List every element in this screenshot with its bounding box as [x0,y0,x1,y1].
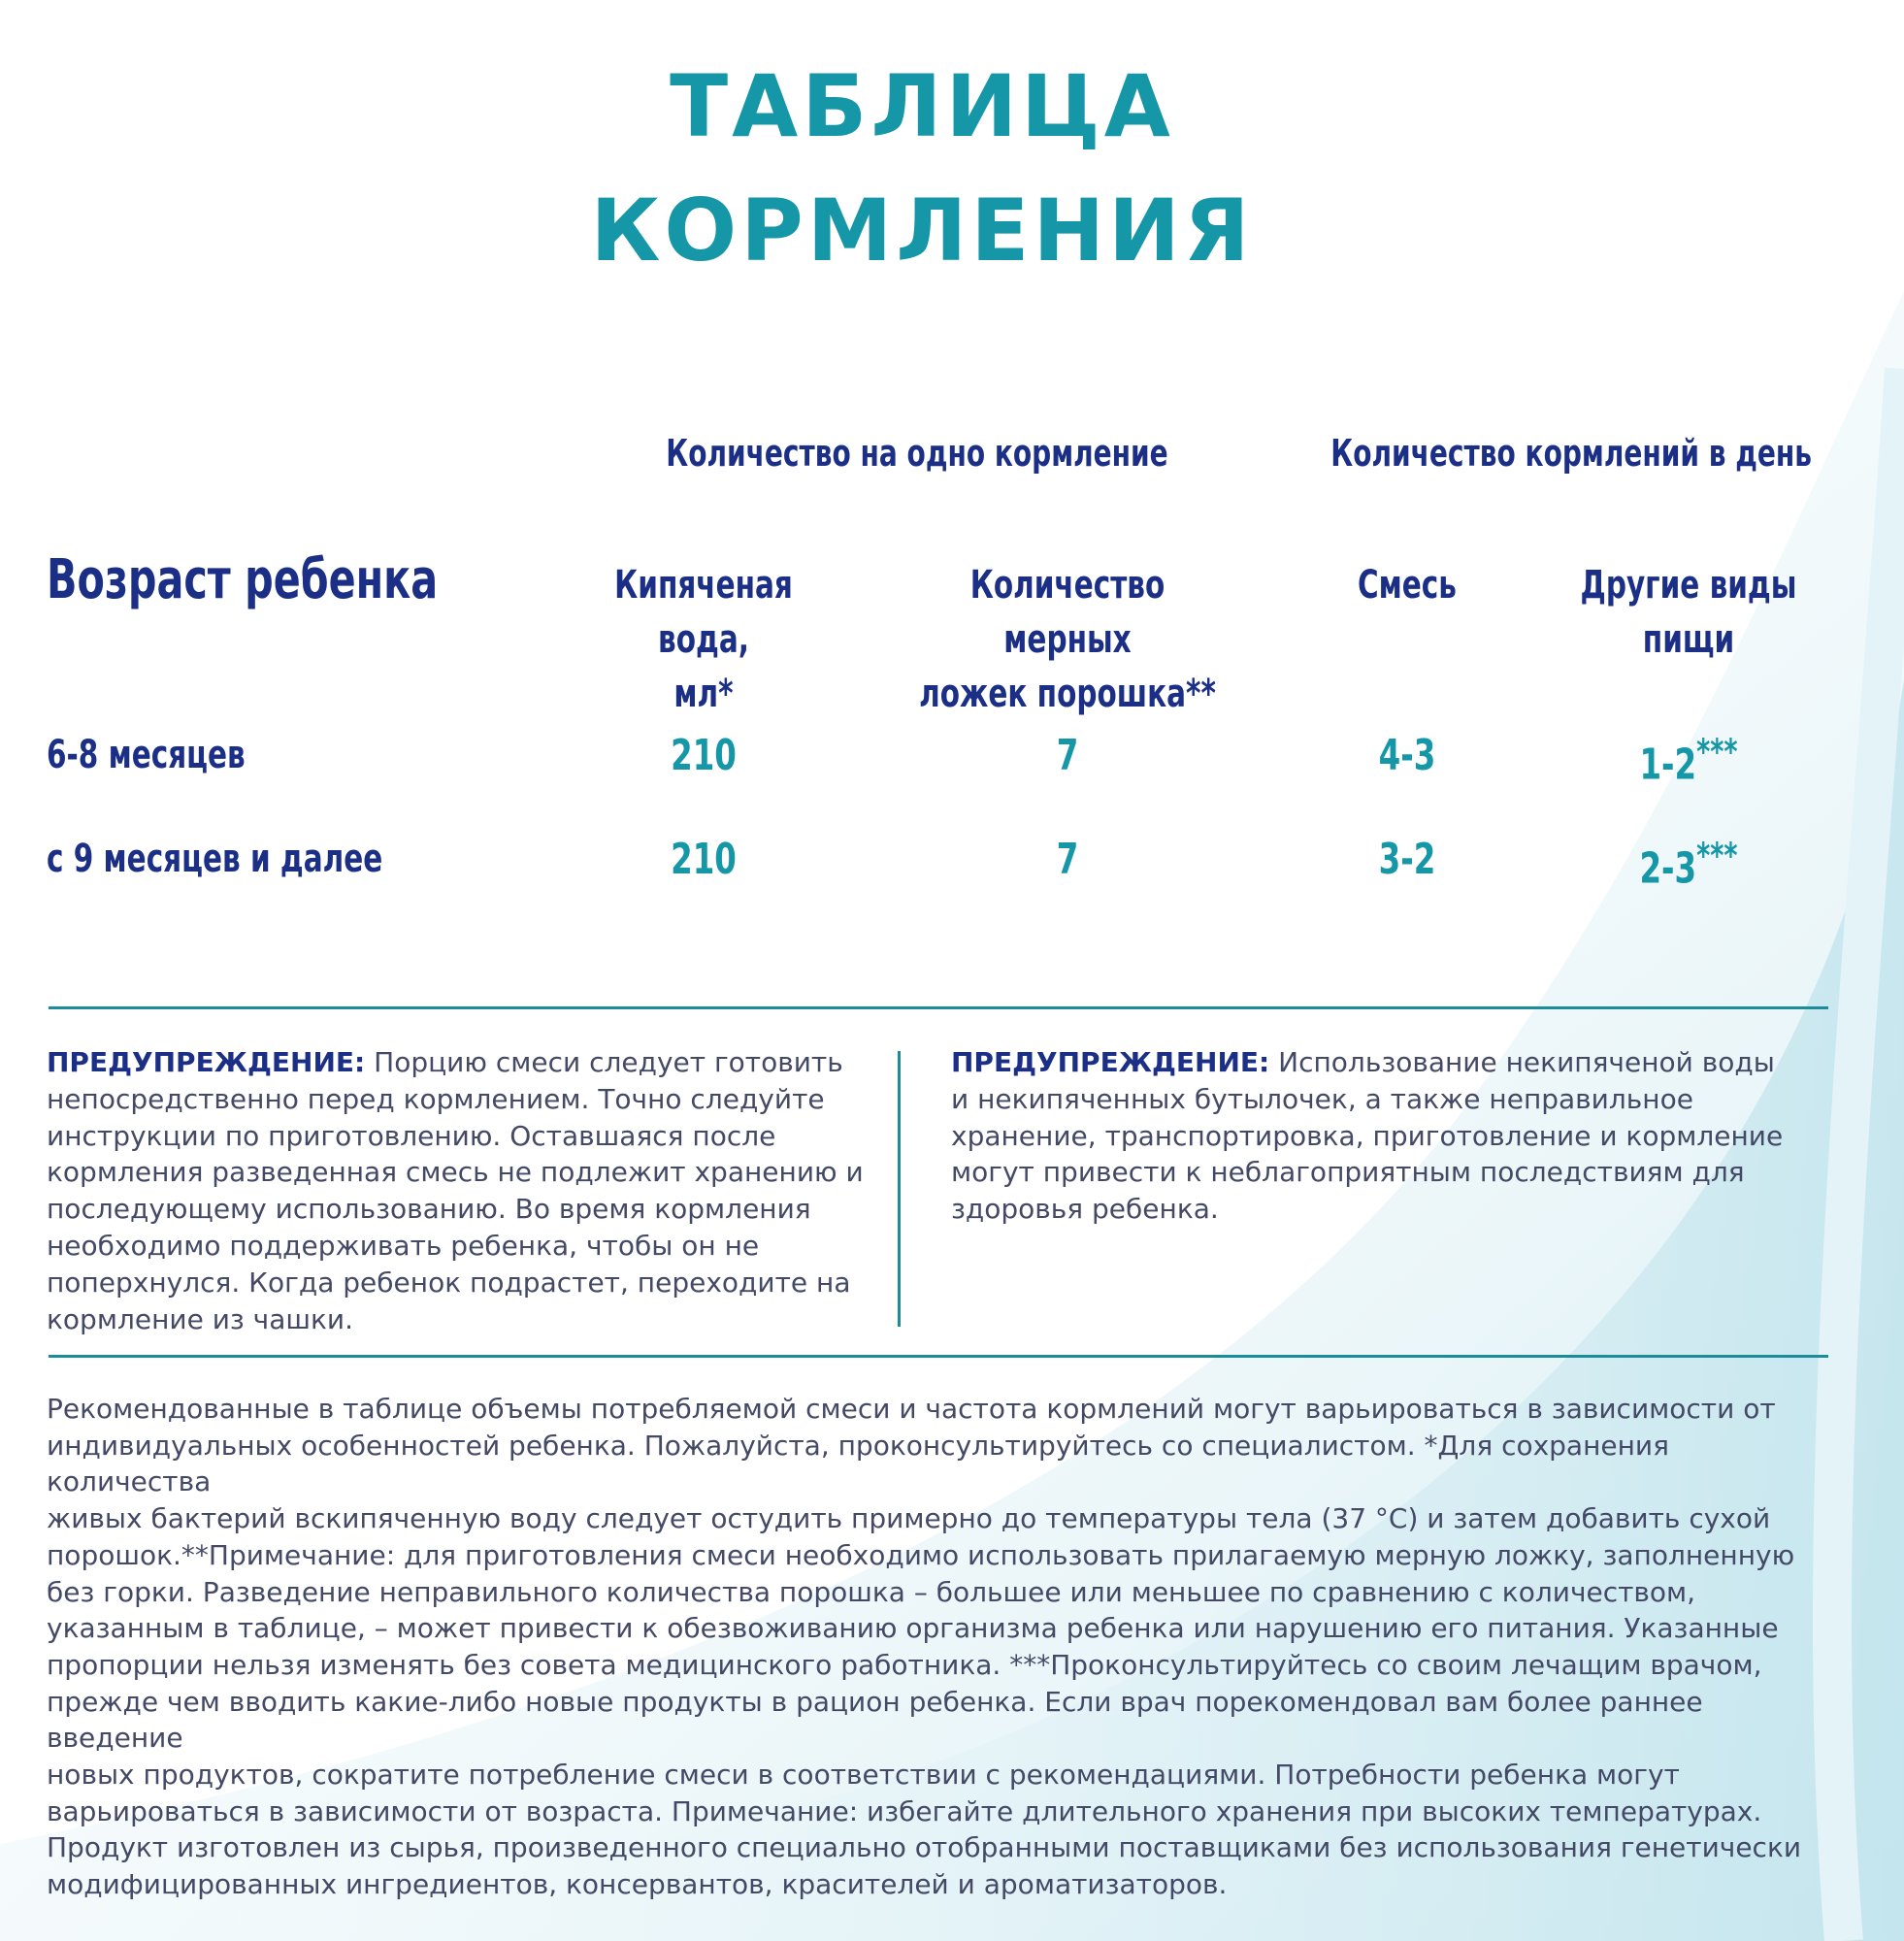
other-feedings-number: 1-2 [1639,740,1697,790]
warning-line: последующему использованию. Во время кормления [47,1193,811,1226]
note-line: Рекомендованные в таблице объемы потребляемой смеси и частота кормлений могут варьироваться в зависимости от [47,1393,1776,1425]
warning-label: ПРЕДУПРЕЖДЕНИЕ: [47,1046,366,1078]
warning-line: могут привести к неблагоприятным последствиям для [951,1156,1745,1189]
note-line: варьироваться в зависимости от возраста. Примечание: избегайте длительного хранения при высоких температурах. [47,1794,1762,1827]
formula-feedings-value: 4-3 [1378,731,1436,780]
warning-line: необходимо поддерживать ребенка, чтобы он не [47,1229,760,1262]
group-header-per-feeding: Количество на одно кормление [666,432,1168,475]
spoons-value: 7 [1056,731,1079,780]
title-line-1: ТАБЛИЦА [670,56,1174,156]
note-line: индивидуальных особенностей ребенка. Пожалуйста, проконсультируйтесь со специалистом. *Для сохранения количества [47,1429,1669,1498]
water-column-header [576,558,831,721]
water-value: 210 [671,731,737,780]
warning-line: Использование некипяченой воды [1278,1046,1775,1078]
spoons-header-line-1: Количество мерных [969,563,1165,662]
formula-header-line-1: Смесь [1358,563,1457,608]
page-title [0,45,1844,293]
note-line: без горки. Разведение неправильного количества порошка – большее или меньшее по сравнению с количеством, [47,1575,1696,1608]
note-line: живых бактерий вскипяченную воду следует остудить примерно до температуры тела (37 °C) и затем добавить сухой [47,1502,1771,1535]
water-value: 210 [671,835,737,884]
warning-line: кормления разведенная смесь не подлежит хранению и [47,1156,864,1189]
warning-line: и некипяченных бутылочек, а также неправильное [951,1082,1693,1115]
note-line: прежде чем вводить какие-либо новые продукты в рацион ребенка. Если врач порекомендовал вам более раннее введение [47,1685,1703,1755]
title-line-2: КОРМЛЕНИЯ [590,181,1254,280]
warning-line: поперхнулся. Когда ребенок подрастет, переходите на [47,1266,851,1299]
footnotes-paragraph [47,1391,1842,1903]
warning-preparation [47,1044,871,1337]
note-line: пропорции нельзя изменять без совета медицинского работника. ***Проконсультируйтесь со своим лечащим врачом, [47,1648,1762,1681]
warning-line: непосредственно перед кормлением. Точно следуйте [47,1082,825,1115]
note-line: порошок.**Примечание: для приготовления смеси необходимо использовать прилагаемую мерную ложку, заполненную [47,1538,1795,1571]
note-line: Продукт изготовлен из сырья, произведенного специально отобранными поставщиками без использования генетически [47,1831,1802,1864]
warning-line: хранение, транспортировка, приготовление и кормление [951,1119,1784,1152]
warning-line: инструкции по приготовлению. Оставшаяся после [47,1119,776,1152]
other-feedings-value [1585,835,1791,894]
group-header-per-day: Количество кормлений в день [1330,432,1813,475]
formula-column-header [1320,558,1494,612]
warning-label: ПРЕДУПРЕЖДЕНИЕ: [951,1046,1270,1078]
divider [49,1006,1828,1009]
other-header-line-2: пищи [1642,617,1735,662]
warning-unboiled-water [951,1044,1824,1228]
warning-line: Порцию смеси следует готовить [374,1046,843,1078]
water-header-line-2: мл* [673,672,734,716]
age-column-header: Возраст ребенка [47,548,439,611]
note-line: указанным в таблице, – может привести к обезвоживанию организма ребенка или нарушению его питания. Указанные [47,1612,1779,1645]
vertical-divider [898,1051,901,1327]
row-age-label: с 9 месяцев и далее [47,837,383,881]
other-feedings-footnote-mark: *** [1696,731,1738,773]
other-header-line-1: Другие виды [1580,563,1797,608]
row-age-label: 6-8 месяцев [47,733,246,777]
other-feedings-footnote-mark: *** [1696,835,1738,876]
divider [49,1355,1828,1358]
warning-line: кормление из чашки. [47,1302,354,1335]
warning-line: здоровья ребенка. [951,1193,1219,1226]
formula-feedings-value: 3-2 [1378,835,1436,884]
spoons-column-header [908,558,1227,721]
other-feedings-value [1585,731,1791,790]
other-food-column-header [1569,558,1808,667]
note-line: новых продуктов, сократите потребление смеси в соответствии с рекомендациями. Потребности ребенка могут [47,1759,1680,1792]
spoons-value: 7 [1056,835,1079,884]
water-header-line-1: Кипяченая вода, [614,563,793,662]
other-feedings-number: 2-3 [1639,843,1697,894]
spoons-header-line-2: ложек порошка** [919,672,1216,716]
note-line: модифицированных ингредиентов, консервантов, красителей и ароматизаторов. [47,1868,1228,1901]
